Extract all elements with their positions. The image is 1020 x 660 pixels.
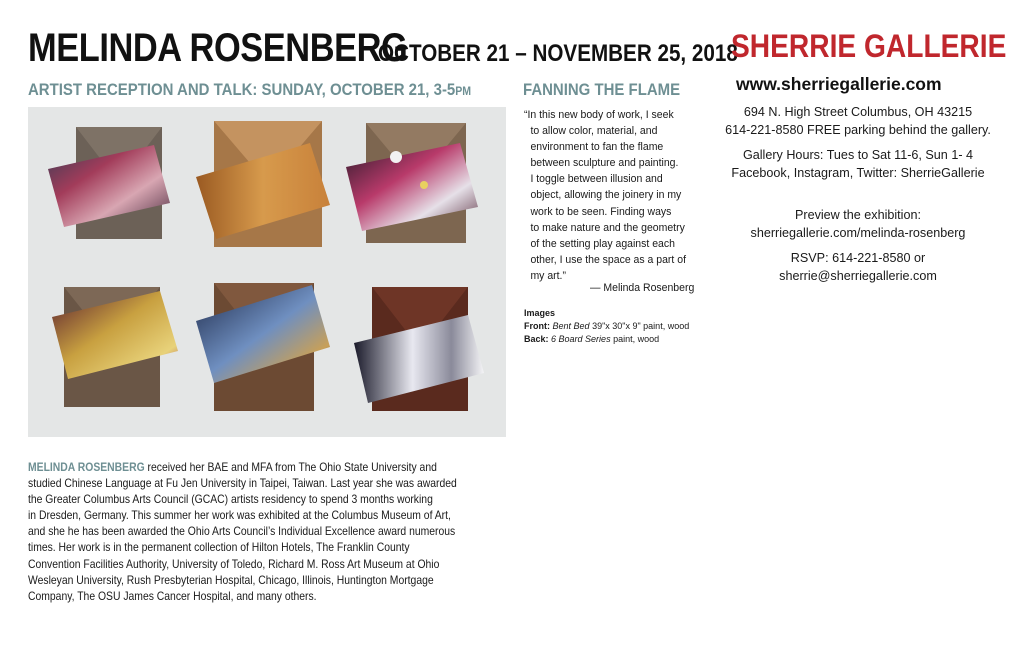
quote-line: to make nature and the geometry bbox=[530, 221, 685, 234]
artist-quote bbox=[524, 107, 710, 284]
front-detail: 39"x 30"x 9" paint, wood bbox=[592, 321, 690, 331]
bio-line: Convention Facilities Authority, University of Toledo, Richard M. Ross Art Museum at Ohio bbox=[28, 557, 440, 571]
bio-first-line: received her BAE and MFA from The Ohio State University and bbox=[144, 461, 437, 474]
quote-author: — Melinda Rosenberg bbox=[590, 282, 695, 294]
quote-line: I toggle between illusion and bbox=[530, 173, 663, 186]
address-line: 694 N. High Street Columbus, OH 43215 bbox=[743, 105, 973, 119]
rsvp-info bbox=[722, 249, 994, 285]
image-credits bbox=[524, 307, 689, 346]
bio-line bbox=[28, 460, 458, 476]
quote-line: other, I use the space as a part of bbox=[530, 253, 686, 266]
quote-heading: FANNING THE FLAME bbox=[523, 80, 681, 99]
board-2 bbox=[196, 121, 330, 247]
quote-line: environment to fan the flame bbox=[530, 141, 664, 154]
bio-line: and she he has been awarded the Ohio Arts Council’s Individual Excellence award numerous bbox=[28, 525, 456, 539]
quote-line: between sculpture and painting. bbox=[530, 157, 679, 170]
gallery-website-link[interactable]: www.sherriegallerie.com bbox=[736, 74, 942, 94]
rsvp-phone: RSVP: 614-221-8580 or bbox=[790, 251, 926, 265]
board-3 bbox=[346, 123, 478, 243]
gallery-address bbox=[722, 103, 994, 139]
bio-line: Wesleyan University, Rush Presbyterian Hospital, Chicago, Illinois, Huntington Mortgage bbox=[28, 573, 434, 587]
artist-bio bbox=[28, 460, 508, 605]
quote-line: of the setting play against each bbox=[530, 237, 675, 250]
hours-line: Gallery Hours: Tues to Sat 11-6, Sun 1- 4 bbox=[742, 148, 974, 162]
bio-line: in Dresden, Germany. This summer her work was exhibited at the Columbus Museum of Art, bbox=[28, 509, 451, 523]
quote-line: object, allowing the joinery in my bbox=[530, 189, 682, 202]
board-4 bbox=[52, 287, 178, 407]
front-title: Bent Bed bbox=[552, 321, 590, 331]
bio-line: the Greater Columbus Arts Council (GCAC) artists residency to spend 3 months working bbox=[28, 493, 433, 507]
gallery-name: SHERRIE GALLERIE bbox=[731, 28, 1007, 64]
exhibition-dates: OCTOBER 21 – NOVEMBER 25, 2018 bbox=[378, 40, 738, 67]
quote-line: my art.” bbox=[530, 269, 566, 282]
phone-parking-line: 614-221-8580 FREE parking behind the gallery. bbox=[725, 123, 991, 137]
front-label: Front: bbox=[524, 321, 550, 331]
back-title: 6 Board Series bbox=[551, 334, 611, 344]
preview-url-link[interactable]: sherriegallerie.com/melinda-rosenberg bbox=[750, 226, 966, 240]
preview-label: Preview the exhibition: bbox=[794, 208, 921, 222]
board-1 bbox=[48, 127, 170, 239]
gallery-hours bbox=[722, 146, 994, 182]
quote-line: “In this new body of work, I seek bbox=[524, 109, 674, 121]
six-board-series-artwork bbox=[28, 107, 506, 437]
back-credit bbox=[524, 333, 689, 346]
board-5 bbox=[196, 283, 330, 411]
quote-line: work to be seen. Finding ways bbox=[530, 205, 672, 218]
rsvp-email-link[interactable]: sherrie@sherriegallerie.com bbox=[779, 269, 937, 283]
reception-pm: PM bbox=[455, 84, 472, 98]
back-label: Back: bbox=[524, 334, 549, 344]
front-credit bbox=[524, 320, 689, 333]
artist-name: MELINDA ROSENBERG bbox=[28, 26, 408, 70]
bio-line: Company, The OSU James Cancer Hospital, and many others. bbox=[28, 589, 317, 603]
bio-line: studied Chinese Language at Fu Jen University in Taipei, Taiwan. Last year she was awarded bbox=[28, 477, 457, 491]
bio-line: times. Her work is in the permanent collection of Hilton Hotels, The Franklin County bbox=[28, 541, 410, 555]
reception-heading bbox=[28, 80, 471, 100]
social-line: Facebook, Instagram, Twitter: SherrieGallerie bbox=[731, 166, 985, 180]
bio-artist-name: MELINDA ROSENBERG bbox=[28, 461, 145, 474]
quote-line: to allow color, material, and bbox=[530, 125, 658, 138]
reception-text: ARTIST RECEPTION AND TALK: SUNDAY, OCTOBER 21, 3-5 bbox=[28, 80, 456, 99]
board-6 bbox=[354, 287, 484, 411]
exhibition-preview bbox=[722, 206, 994, 242]
artwork-photo bbox=[28, 107, 506, 437]
back-detail: paint, wood bbox=[613, 334, 660, 344]
images-title: Images bbox=[524, 308, 556, 318]
